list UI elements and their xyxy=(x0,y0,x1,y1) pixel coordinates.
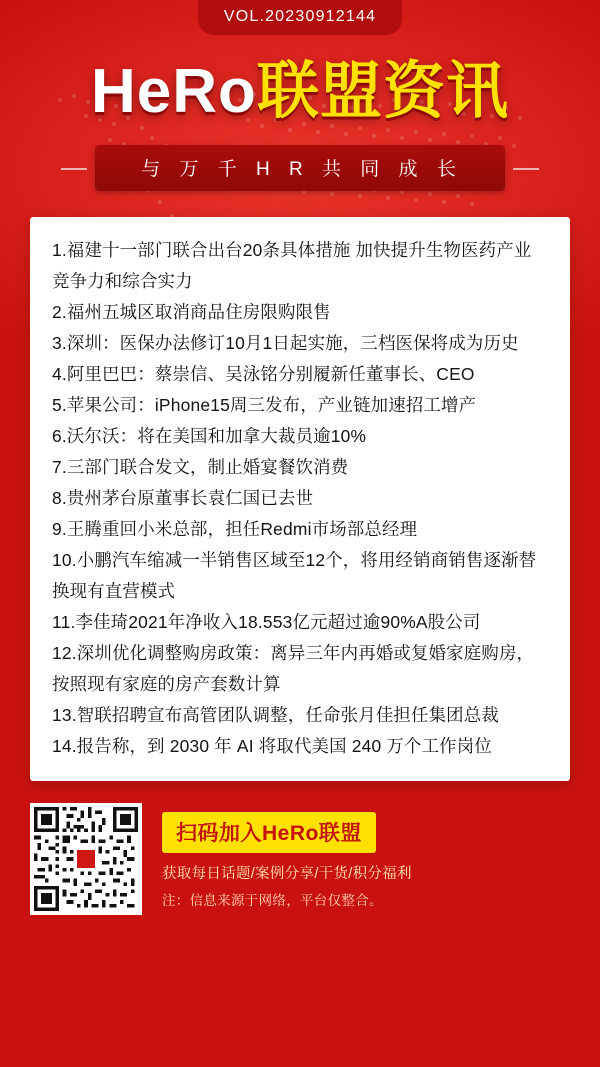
subtitle-ribbon-wrap xyxy=(0,145,600,191)
page-title xyxy=(91,57,509,126)
scan-title: 扫码加入HeRo联盟 xyxy=(162,812,376,853)
footer-text xyxy=(162,810,570,909)
title-cn: 联盟资讯 xyxy=(256,57,509,126)
list-item: 6.沃尔沃：将在美国和加拿大裁员逾10% xyxy=(52,425,367,446)
footer xyxy=(0,803,600,915)
list-item: 9.王腾重回小米总部，担任Redmi市场部总经理 xyxy=(52,518,418,539)
list-item: 12.深圳优化调整购房政策：离异三年内再婚或复婚家庭购房，按照现有家庭的房产套数计算 xyxy=(52,642,535,694)
list-item: 10.小鹏汽车缩减一半销售区域至12个，将用经销商销售逐渐替换现有直营模式 xyxy=(52,549,537,601)
qr-code[interactable] xyxy=(30,803,142,915)
subtitle-ribbon: 与 万 千 H R 共 同 成 长 xyxy=(95,145,505,191)
list-item: 1.福建十一部门联合出台20条具体措施 加快提升生物医药产业竞争力和综合实力 xyxy=(52,240,532,291)
list-item: 5.苹果公司：iPhone15周三发布，产业链加速招工增产 xyxy=(52,394,477,415)
footer-benefits: 获取每日话题/案例分享/干货/积分福利 xyxy=(162,865,412,882)
list-item: 11.李佳琦2021年净收入18.553亿元超过逾90%A股公司 xyxy=(52,611,481,632)
footer-disclaimer: 注：信息来源于网络，平台仅整合。 xyxy=(162,892,383,908)
title-en: HeRo xyxy=(91,57,257,126)
title-block xyxy=(0,57,600,126)
volume-bar xyxy=(0,0,600,35)
list-item: 8.贵州茅台原董事长袁仁国已去世 xyxy=(52,487,314,508)
list-item: 13.智联招聘宣布高管团队调整，任命张月佳担任集团总裁 xyxy=(52,704,499,725)
volume-label: VOL.20230912144 xyxy=(198,0,402,35)
list-item: 14.报告称，到 2030 年 AI 将取代美国 240 万个工作岗位 xyxy=(52,735,492,756)
news-card xyxy=(30,217,570,781)
list-item: 3.深圳：医保办法修订10月1日起实施，三档医保将成为历史 xyxy=(52,332,519,353)
list-item: 7.三部门联合发文，制止婚宴餐饮消费 xyxy=(52,456,349,477)
list-item: 4.阿里巴巴：蔡崇信、吴泳铭分别履新任董事长、CEO xyxy=(52,363,475,384)
list-item: 2.福州五城区取消商品住房限购限售 xyxy=(52,301,331,322)
